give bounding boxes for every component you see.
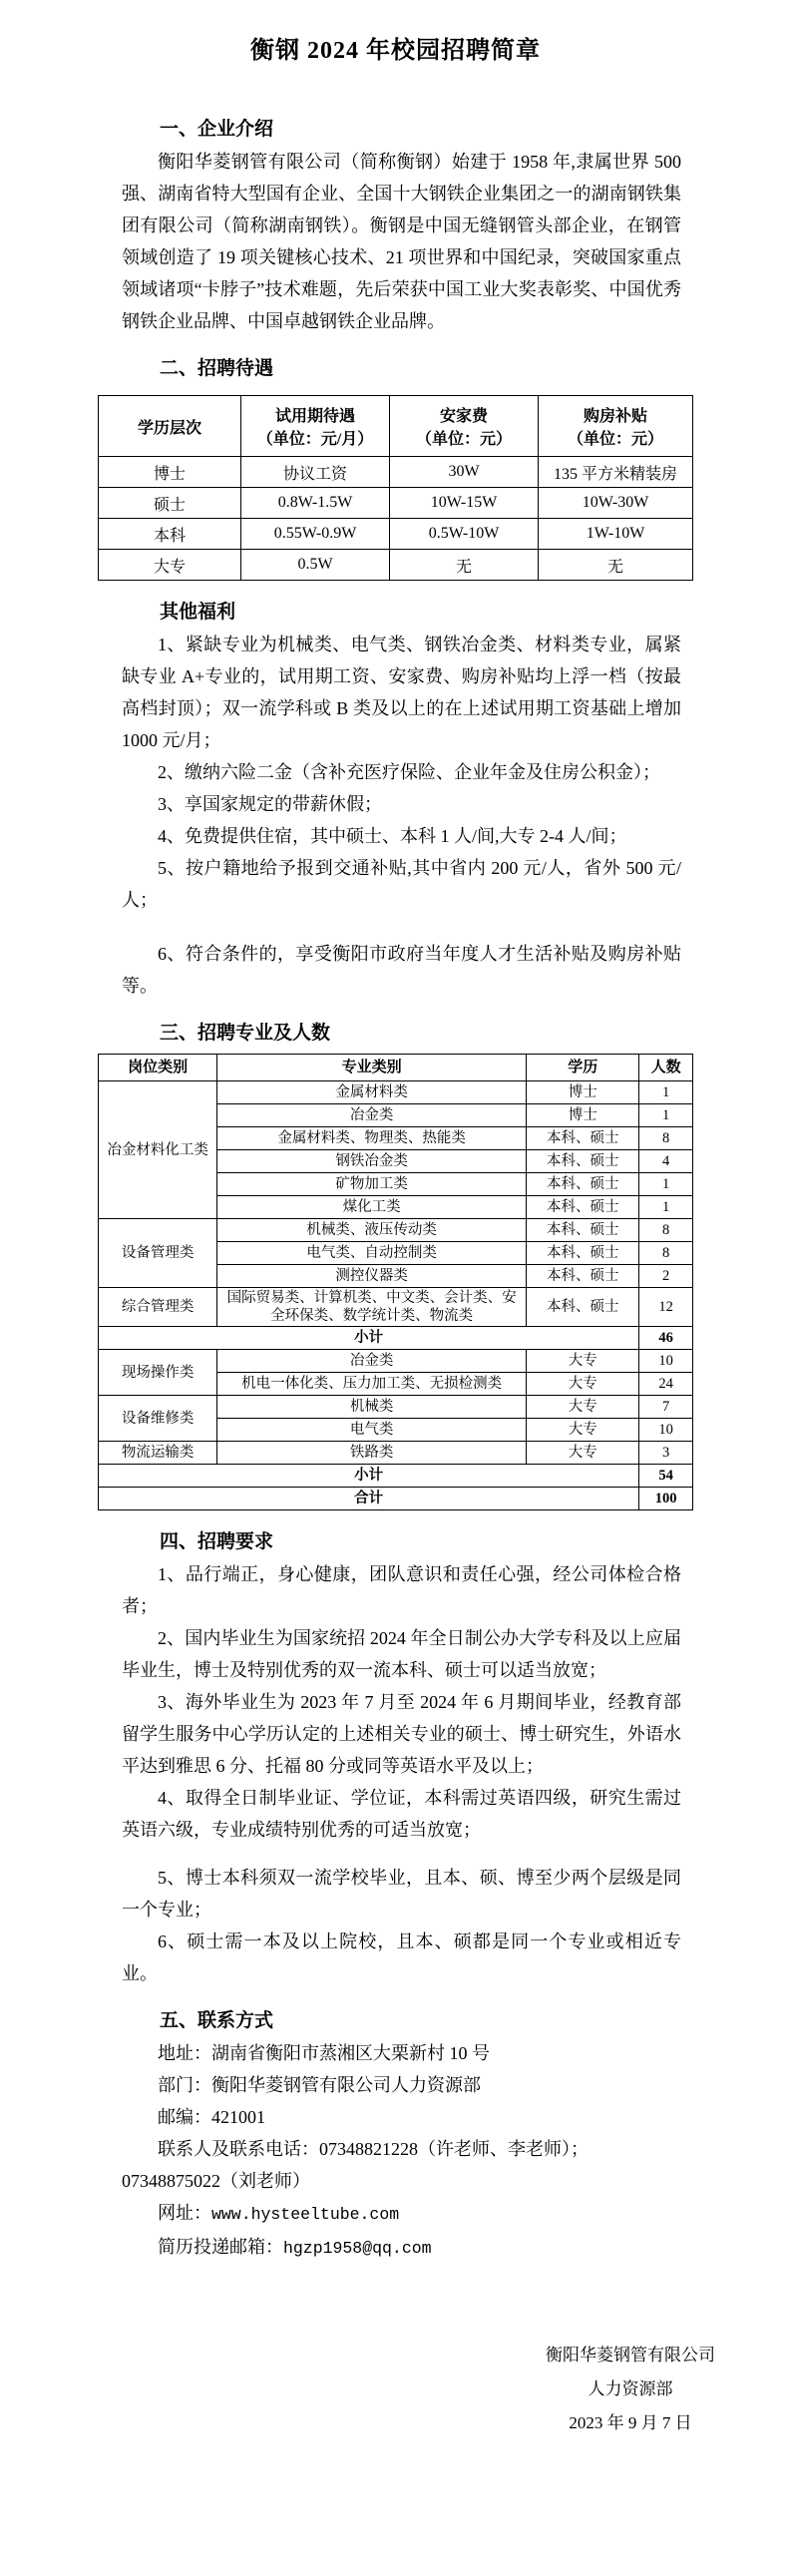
table-row <box>99 519 693 550</box>
contact-label: 简历投递邮箱： <box>158 2237 283 2257</box>
resume-email: hgzp1958@qq.com <box>283 2239 432 2258</box>
table-row <box>99 488 693 519</box>
table-cell: 0.55W-0.9W <box>241 519 390 550</box>
benefit-item: 1、紧缺专业为机械类、电气类、钢铁冶金类、材料类专业，属紧缺专业 A+专业的，试用期工资、安家费、购房补贴均上浮一档（按最高档封顶）；双一流学科或 B 类及以上的在上述试用期工资基础上增加 1000 元/月； <box>122 635 681 750</box>
header-unit: （单位：元/月） <box>256 431 374 448</box>
subtotal-label-cell: 小计 <box>99 1327 639 1350</box>
table-cell: 大专 <box>99 550 241 581</box>
header-title: 试用期待遇 <box>275 408 356 425</box>
table-cell-group: 综合管理类 <box>99 1288 217 1327</box>
table-row <box>99 457 693 488</box>
contact-value: 07348821228（许老师、李老师）；07348875022（刘老师） <box>122 2139 589 2191</box>
table-cell-group: 物流运输类 <box>99 1442 217 1465</box>
table-cell: 大专 <box>527 1442 639 1465</box>
table-cell: 国际贸易类、计算机类、中文类、会计类、安全环保类、数学统计类、物流类 <box>217 1288 527 1327</box>
table-cell: 金属材料类、物理类、热能类 <box>217 1127 527 1150</box>
total-label-cell: 合计 <box>99 1488 639 1510</box>
contact-value: 衡阳华菱钢管有限公司人力资源部 <box>211 2075 481 2095</box>
benefit-item: 5、按户籍地给予报到交通补贴,其中省内 200 元/人，省外 500 元/人； <box>122 858 681 910</box>
header-unit: （单位：元） <box>568 431 664 448</box>
contact-address-line <box>122 2037 681 2069</box>
requirement-item: 6、硕士需一本及以上院校，且本、硕都是同一个专业或相近专业。 <box>122 1932 681 1983</box>
table-cell: 大专 <box>527 1419 639 1442</box>
table-row <box>99 1442 693 1465</box>
table-cell-group: 设备维修类 <box>99 1396 217 1442</box>
header-title: 购房补贴 <box>584 408 648 425</box>
table-cell: 本科、硕士 <box>527 1288 639 1327</box>
table-cell: 0.5W <box>241 550 390 581</box>
section-heading-requirements: 四、招聘要求 <box>160 1531 274 1552</box>
table-cell: 协议工资 <box>241 457 390 488</box>
table-cell: 电气类 <box>217 1419 527 1442</box>
table-row <box>99 1288 693 1327</box>
subtotal-value-cell: 54 <box>639 1465 693 1488</box>
table-cell: 大专 <box>527 1350 639 1373</box>
table-cell-group: 冶金材料化工类 <box>99 1081 217 1219</box>
table-cell: 无 <box>539 550 693 581</box>
table-cell: 冶金类 <box>217 1350 527 1373</box>
table-cell: 本科 <box>99 519 241 550</box>
table-cell-group: 设备管理类 <box>99 1219 217 1288</box>
table-header-cell <box>539 396 693 457</box>
signature-date: 2023 年 9 月 7 日 <box>569 2413 692 2432</box>
contact-label: 地址： <box>158 2043 211 2063</box>
table-cell: 无 <box>390 550 539 581</box>
benefit-item: 2、缴纳六险二金（含补充医疗保险、企业年金及住房公积金）； <box>158 762 660 782</box>
requirement-item: 1、品行端正，身心健康，团队意识和责任心强，经公司体检合格者； <box>122 1564 681 1616</box>
requirements-list <box>122 1558 681 1989</box>
table-cell: 本科、硕士 <box>527 1219 639 1242</box>
table-cell: 冶金类 <box>217 1104 527 1127</box>
table-cell: 本科、硕士 <box>527 1196 639 1219</box>
table-header-cell: 学历 <box>527 1055 639 1081</box>
table-cell: 8 <box>639 1127 693 1150</box>
table-cell: 本科、硕士 <box>527 1173 639 1196</box>
table-cell: 3 <box>639 1442 693 1465</box>
signature-company: 衡阳华菱钢管有限公司 <box>546 2346 715 2364</box>
table-cell: 博士 <box>99 457 241 488</box>
table-cell: 博士 <box>527 1104 639 1127</box>
table-cell: 10 <box>639 1350 693 1373</box>
table-cell: 8 <box>639 1242 693 1265</box>
header-unit: （单位：元） <box>416 431 513 448</box>
benefits-list <box>122 629 681 1002</box>
requirement-item: 3、海外毕业生为 2023 年 7 月至 2024 年 6 月期间毕业，经教育部留学生服务中心学历认定的上述相关专业的硕士、博士研究生，外语水平达到雅思 6 分、托福 80 分或同等英语水平及以上； <box>122 1692 681 1776</box>
table-cell: 7 <box>639 1396 693 1419</box>
signature-block <box>511 2339 750 2440</box>
subtotal-label-cell: 小计 <box>99 1465 639 1488</box>
table-cell: 本科、硕士 <box>527 1242 639 1265</box>
requirement-item: 2、国内毕业生为国家统招 2024 年全日制公办大学专科及以上应届毕业生，博士及特别优秀的双一流本科、硕士可以适当放宽； <box>122 1628 681 1680</box>
table-cell: 大专 <box>527 1373 639 1396</box>
table-cell: 电气类、自动控制类 <box>217 1242 527 1265</box>
contact-label: 网址： <box>158 2203 211 2223</box>
table-cell: 1W-10W <box>539 519 693 550</box>
treatment-table-header-row <box>99 396 693 457</box>
table-cell: 30W <box>390 457 539 488</box>
contact-department-line <box>122 2069 681 2101</box>
intro-paragraph: 衡阳华菱钢管有限公司（简称衡钢）始建于 1958 年,隶属世界 500 强、湖南省特大型国有企业、全国十大钢铁企业集团之一的湖南钢铁集团有限公司（简称湖南钢铁）。衡钢是中国无缝钢管头部企业，在钢管领域创造了 19 项关键核心技术、21 项世界和中国纪录，突破国家重点领域诸项“卡脖子”技术难题，先后荣获中国工业大奖表彰奖、中国优秀钢铁企业品牌、中国卓越钢铁企业品牌。 <box>122 152 681 331</box>
table-cell: 0.5W-10W <box>390 519 539 550</box>
table-header-cell: 人数 <box>639 1055 693 1081</box>
positions-table <box>98 1054 693 1510</box>
table-cell: 煤化工类 <box>217 1196 527 1219</box>
requirement-item: 5、博士本科须双一流学校毕业，且本、硕、博至少两个层级是同一个专业； <box>122 1868 681 1920</box>
subtotal-row <box>99 1327 693 1350</box>
contact-block <box>122 2037 681 2265</box>
table-cell: 硕士 <box>99 488 241 519</box>
table-row <box>99 1081 693 1104</box>
table-header-cell: 专业类别 <box>217 1055 527 1081</box>
table-cell: 1 <box>639 1173 693 1196</box>
table-cell: 4 <box>639 1150 693 1173</box>
subtotal-value-cell: 46 <box>639 1327 693 1350</box>
requirement-item: 4、取得全日制毕业证、学位证，本科需过英语四级，研究生需过英语六级，专业成绩特别优秀的可适当放宽； <box>122 1788 681 1840</box>
table-row <box>99 550 693 581</box>
table-cell: 10W-15W <box>390 488 539 519</box>
treatment-table <box>98 395 693 581</box>
contact-postcode-line <box>122 2101 681 2133</box>
table-cell: 1 <box>639 1104 693 1127</box>
table-header-cell <box>390 396 539 457</box>
benefits-heading: 其他福利 <box>160 602 236 623</box>
table-cell: 12 <box>639 1288 693 1327</box>
signature-department: 人力资源部 <box>588 2379 673 2398</box>
table-row <box>99 1219 693 1242</box>
table-cell: 钢铁冶金类 <box>217 1150 527 1173</box>
table-cell: 0.8W-1.5W <box>241 488 390 519</box>
contact-value: 湖南省衡阳市蒸湘区大栗新村 10 号 <box>211 2043 490 2063</box>
table-cell: 2 <box>639 1265 693 1288</box>
positions-table-header-row <box>99 1055 693 1081</box>
contact-email-line <box>122 2231 681 2265</box>
document-content <box>0 114 791 2440</box>
table-cell: 1 <box>639 1196 693 1219</box>
table-header-cell: 岗位类别 <box>99 1055 217 1081</box>
total-row <box>99 1488 693 1510</box>
table-cell: 机械类、液压传动类 <box>217 1219 527 1242</box>
table-cell: 8 <box>639 1219 693 1242</box>
table-cell: 机械类 <box>217 1396 527 1419</box>
table-cell: 机电一体化类、压力加工类、无损检测类 <box>217 1373 527 1396</box>
website-url: www.hysteeltube.com <box>211 2205 400 2224</box>
table-row <box>99 1350 693 1373</box>
table-cell: 1 <box>639 1081 693 1104</box>
section-heading-intro: 一、企业介绍 <box>160 119 274 140</box>
table-cell-group: 现场操作类 <box>99 1350 217 1396</box>
benefit-item: 3、享国家规定的带薪休假； <box>158 794 382 814</box>
subtotal-row <box>99 1465 693 1488</box>
table-cell: 本科、硕士 <box>527 1150 639 1173</box>
contact-value: 421001 <box>211 2107 265 2127</box>
table-cell: 博士 <box>527 1081 639 1104</box>
header-title: 学历层次 <box>138 419 202 437</box>
table-row <box>99 1396 693 1419</box>
table-cell: 测控仪器类 <box>217 1265 527 1288</box>
table-cell: 大专 <box>527 1396 639 1419</box>
table-cell: 矿物加工类 <box>217 1173 527 1196</box>
contact-phone-line <box>122 2133 681 2197</box>
header-title: 安家费 <box>440 408 489 425</box>
table-cell: 本科、硕士 <box>527 1265 639 1288</box>
page-title: 衡钢 2024 年校园招聘简章 <box>250 38 541 64</box>
contact-website-line <box>122 2197 681 2231</box>
table-header-cell <box>241 396 390 457</box>
total-value-cell: 100 <box>639 1488 693 1510</box>
contact-label: 部门： <box>158 2075 211 2095</box>
section-heading-treatment: 二、招聘待遇 <box>160 358 274 379</box>
table-cell: 10 <box>639 1419 693 1442</box>
table-cell: 135 平方米精装房 <box>539 457 693 488</box>
contact-label: 邮编： <box>158 2107 211 2127</box>
benefit-item: 4、免费提供住宿，其中硕士、本科 1 人/间,大专 2-4 人/间； <box>158 826 627 846</box>
table-cell: 铁路类 <box>217 1442 527 1465</box>
contact-label: 联系人及联系电话： <box>158 2139 319 2159</box>
table-cell: 10W-30W <box>539 488 693 519</box>
table-cell: 金属材料类 <box>217 1081 527 1104</box>
section-heading-contact: 五、联系方式 <box>160 2010 274 2031</box>
table-header-cell <box>99 396 241 457</box>
section-heading-positions: 三、招聘专业及人数 <box>160 1023 331 1044</box>
table-cell: 本科、硕士 <box>527 1127 639 1150</box>
table-cell: 24 <box>639 1373 693 1396</box>
benefit-item: 6、符合条件的，享受衡阳市政府当年度人才生活补贴及购房补贴等。 <box>122 944 681 996</box>
